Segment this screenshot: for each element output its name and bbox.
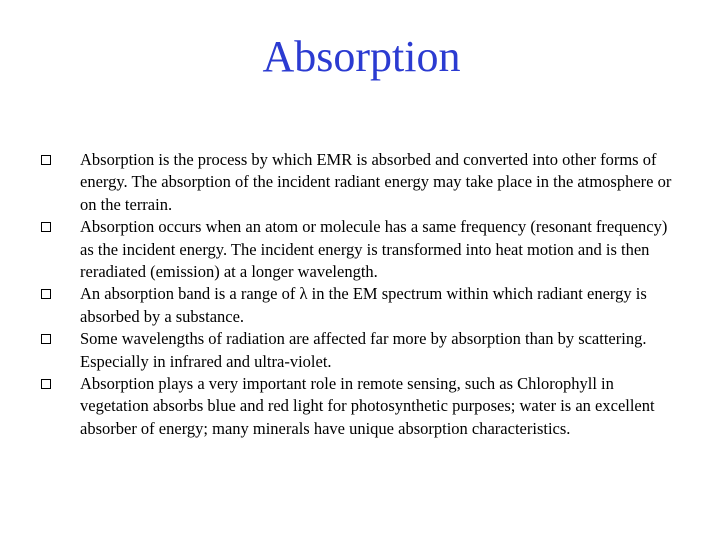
hollow-square-icon [41,222,51,232]
bullet-text: Absorption occurs when an atom or molecule has a same frequency (resonant frequency) as the incident energy. The incident energy is transformed into heat motion and is then reradiated (emission) at a longer wavelength. [80,217,668,282]
bullet-text: Some wavelengths of radiation are affected far more by absorption than by scattering. Especially in infrared and ultra-violet. [80,329,647,371]
hollow-square-icon [41,155,51,165]
hollow-square-icon [41,289,51,299]
bullet-list [40,149,680,440]
bullet-item [40,328,680,373]
slide-title-text: Absorption [262,32,461,81]
bullet-item [40,216,680,283]
hollow-square-icon [41,334,51,344]
bullet-text: Absorption is the process by which EMR is absorbed and converted into other forms of energy. The absorption of the incident radiant energy may take place in the atmosphere or on the terrain. [80,150,672,214]
hollow-square-icon [41,379,51,389]
bullet-item [40,283,680,328]
bullet-item [40,149,680,216]
slide-title [0,30,720,84]
bullet-item [40,373,680,440]
bullet-text: An absorption band is a range of λ in the EM spectrum within which radiant energy is absorbed by a substance. [80,284,647,326]
bullet-text: Absorption plays a very important role in remote sensing, such as Chlorophyll in vegetation absorbs blue and red light for photosynthetic purposes; water is an excellent absorber of energy; many minerals have unique absorption characteristics. [80,374,655,438]
